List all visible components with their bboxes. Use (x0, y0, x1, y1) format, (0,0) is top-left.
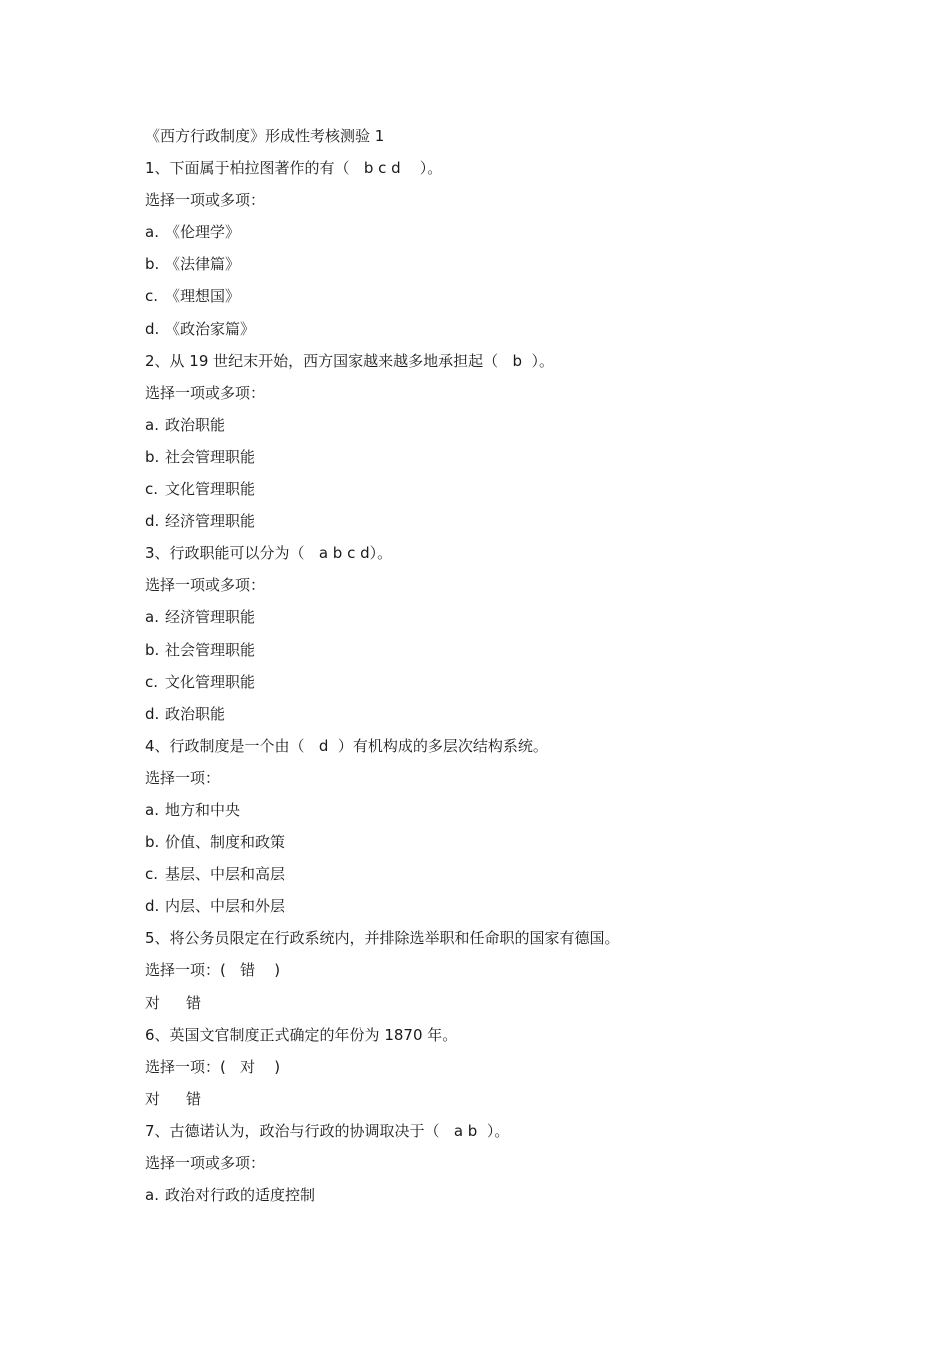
true-false-options (145, 987, 201, 1019)
true-false-options (145, 1083, 201, 1115)
option-text: 政治对行政的适度控制 (165, 1186, 316, 1205)
false-option: 错 (186, 1089, 202, 1108)
option-text: 《政治家篇》 (165, 319, 256, 338)
option-text: 文化管理职能 (165, 480, 256, 499)
question-stem: 2、从 19 世纪末开始，西方国家越来越多地承担起（ b ）。 (145, 351, 555, 370)
option-letter: d. (145, 704, 160, 723)
option-text: 社会管理职能 (165, 447, 256, 466)
option-letter: b. (145, 255, 160, 274)
option-item (145, 505, 845, 537)
option-text: 文化管理职能 (165, 672, 256, 691)
question-stem: 3、行政职能可以分为（ a b c d）。 (145, 544, 393, 563)
option-letter: a. (145, 800, 159, 819)
question-stem: 1、下面属于柏拉图著作的有（ b c d ）。 (145, 159, 443, 178)
option-letter: a. (145, 223, 159, 242)
question-prompt: 选择一项或多项： (145, 1154, 266, 1172)
option-letter: c. (145, 287, 159, 306)
option-item (145, 858, 845, 890)
question-stem: 5、将公务员限定在行政系统内，并排除选举职和任命职的国家有德国。 (145, 929, 620, 948)
option-text: 价值、制度和政策 (165, 833, 286, 852)
question-prompt: 选择一项或多项： (145, 576, 266, 595)
option-text: 政治职能 (165, 415, 226, 434)
option-item (145, 634, 845, 666)
option-item (145, 698, 845, 730)
option-letter: c. (145, 865, 159, 884)
option-letter: a. (145, 608, 159, 627)
true-option: 对 (145, 993, 161, 1012)
option-letter: c. (145, 480, 159, 499)
option-text: 内层、中层和外层 (165, 897, 286, 916)
question-prompt: 选择一项或多项： (145, 191, 266, 210)
option-letter: c. (145, 672, 159, 691)
question-stem: 6、英国文官制度正式确定的年份为 1870 年。 (145, 1025, 458, 1044)
question-stem: 4、行政制度是一个由（ d ）有机构成的多层次结构系统。 (145, 736, 548, 755)
question-prompt: 选择一项：( 对 ) (145, 1057, 281, 1076)
false-option: 错 (186, 993, 202, 1012)
option-text: 《伦理学》 (165, 223, 241, 242)
option-item (145, 473, 845, 505)
option-text: 《法律篇》 (165, 255, 241, 274)
option-text: 基层、中层和高层 (165, 865, 286, 884)
option-letter: d. (145, 512, 160, 531)
option-item (145, 216, 845, 248)
option-letter: d. (145, 897, 160, 916)
option-text: 社会管理职能 (165, 640, 256, 659)
true-option: 对 (145, 1089, 161, 1108)
option-item (145, 409, 845, 441)
option-text: 《理想国》 (165, 287, 241, 306)
option-text: 经济管理职能 (165, 608, 256, 627)
option-item (145, 826, 845, 858)
option-letter: a. (145, 1186, 159, 1205)
option-letter: d. (145, 319, 160, 338)
option-item (145, 666, 845, 698)
question-stem: 7、古德诺认为，政治与行政的协调取决于（ a b ）。 (145, 1121, 510, 1140)
option-item (145, 313, 845, 345)
option-text: 经济管理职能 (165, 512, 256, 531)
option-text: 地方和中央 (165, 800, 241, 819)
option-item (145, 794, 845, 826)
question-prompt: 选择一项：( 错 ) (145, 961, 281, 980)
option-item (145, 280, 845, 312)
option-letter: b. (145, 447, 160, 466)
option-item (145, 1179, 845, 1211)
option-text: 政治职能 (165, 704, 226, 723)
document-body (145, 120, 845, 1211)
option-letter: b. (145, 833, 160, 852)
option-item (145, 890, 845, 922)
option-item (145, 248, 845, 280)
option-item (145, 441, 845, 473)
option-item (145, 601, 845, 633)
option-letter: a. (145, 415, 159, 434)
question-prompt: 选择一项或多项： (145, 383, 266, 402)
option-letter: b. (145, 640, 160, 659)
question-prompt: 选择一项： (145, 768, 221, 787)
document-title: 《西方行政制度》形成性考核测验 1 (145, 127, 385, 145)
